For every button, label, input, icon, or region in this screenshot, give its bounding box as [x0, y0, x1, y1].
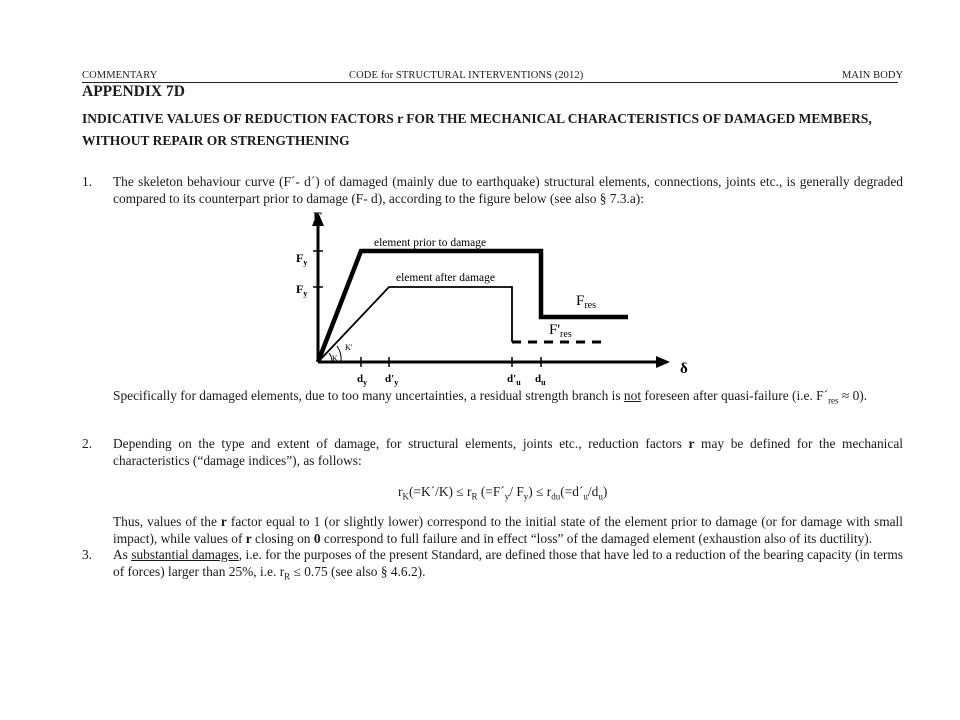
- item-2-text: Depending on the type and extent of damage, for structural elements, joints etc., reduction factors r may be defined for the mechanical characteristics (“damage indices”), as follows:: [113, 436, 903, 468]
- x-axis-arrow-icon: [656, 356, 670, 368]
- label-k: K: [332, 354, 338, 363]
- appendix-title: APPENDIX 7D: [82, 83, 185, 100]
- item-3-number: 3.: [82, 547, 93, 562]
- label-fy: $F_y$: [296, 251, 308, 267]
- label-element-after: element after damage: [396, 272, 495, 284]
- label-fy-prime: $F_y$: [296, 282, 308, 298]
- subtitle-line-2: WITHOUT REPAIR OR STRENGTHENING: [82, 133, 350, 148]
- header-left: COMMENTARY: [82, 70, 158, 81]
- header-center: CODE for STRUCTURAL INTERVENTIONS (2012): [349, 70, 584, 81]
- appendix-subtitle: [82, 108, 922, 152]
- label-fres: $F_{res}$: [576, 293, 597, 311]
- header-rule: [82, 82, 898, 83]
- label-du: $d_u$: [535, 373, 546, 387]
- item-2-number: 2.: [82, 436, 93, 451]
- x-axis-label: δ: [680, 361, 688, 377]
- label-dy: $d_y$: [357, 373, 368, 387]
- label-fres-prime: $F'_{res}$: [549, 322, 572, 340]
- item-1-number: 1.: [82, 174, 93, 189]
- label-k-prime: K': [345, 343, 353, 352]
- header-right: MAIN BODY: [842, 70, 904, 81]
- item-3-text: As substantial damages, i.e. for the purposes of the present Standard, are defined those that have led to a reduction of the bearing capacity (in terms of forces) larger than 25%, i.e. $r_R \le 0.75$ (see also § 4.6.2).: [113, 547, 903, 582]
- skeleton-curve-figure: [285, 205, 705, 390]
- label-du-prime: $d'_u$: [507, 373, 521, 387]
- item-1-text: The skeleton behaviour curve (F´- d´) of damaged (mainly due to earthquake) structural elements, connections, joints etc., is generally degraded compared to its counterpart prior to damage (F- d), according to the figure below (see also § 7.3.a):: [113, 174, 903, 206]
- underlined-not: not: [623, 388, 642, 403]
- thus-paragraph: Thus, values of the r factor equal to 1 (or slightly lower) correspond to the initial state of the element prior to damage (or for damage with small impact), while values of r closing on 0 correspond to full failure and in effect “loss” of the damaged element (exhaustion also of its ductility).: [113, 514, 903, 546]
- label-dy-prime: $d'_y$: [385, 373, 399, 387]
- underlined-substantial-damages: substantial damages: [131, 547, 239, 562]
- y-axis-label: F: [313, 210, 323, 226]
- subtitle-line-1: INDICATIVE VALUES OF REDUCTION FACTORS r FOR THE MECHANICAL CHARACTERISTICS OF DAMAGED MEMBERS,: [82, 111, 872, 126]
- damage-indices-formula: $r_K(=K´/K) \le r_R$ ($=F´_y/$ $F_y$) ≤ $r_{du}(=d´_u/d_u)$: [398, 484, 608, 502]
- label-element-prior: element prior to damage: [374, 237, 487, 249]
- after-figure-text: Specifically for damaged elements, due to too many uncertainties, a residual strength branch is not foreseen after quasi-failure (i.e. $F´_{res} \approx 0$).: [113, 388, 868, 406]
